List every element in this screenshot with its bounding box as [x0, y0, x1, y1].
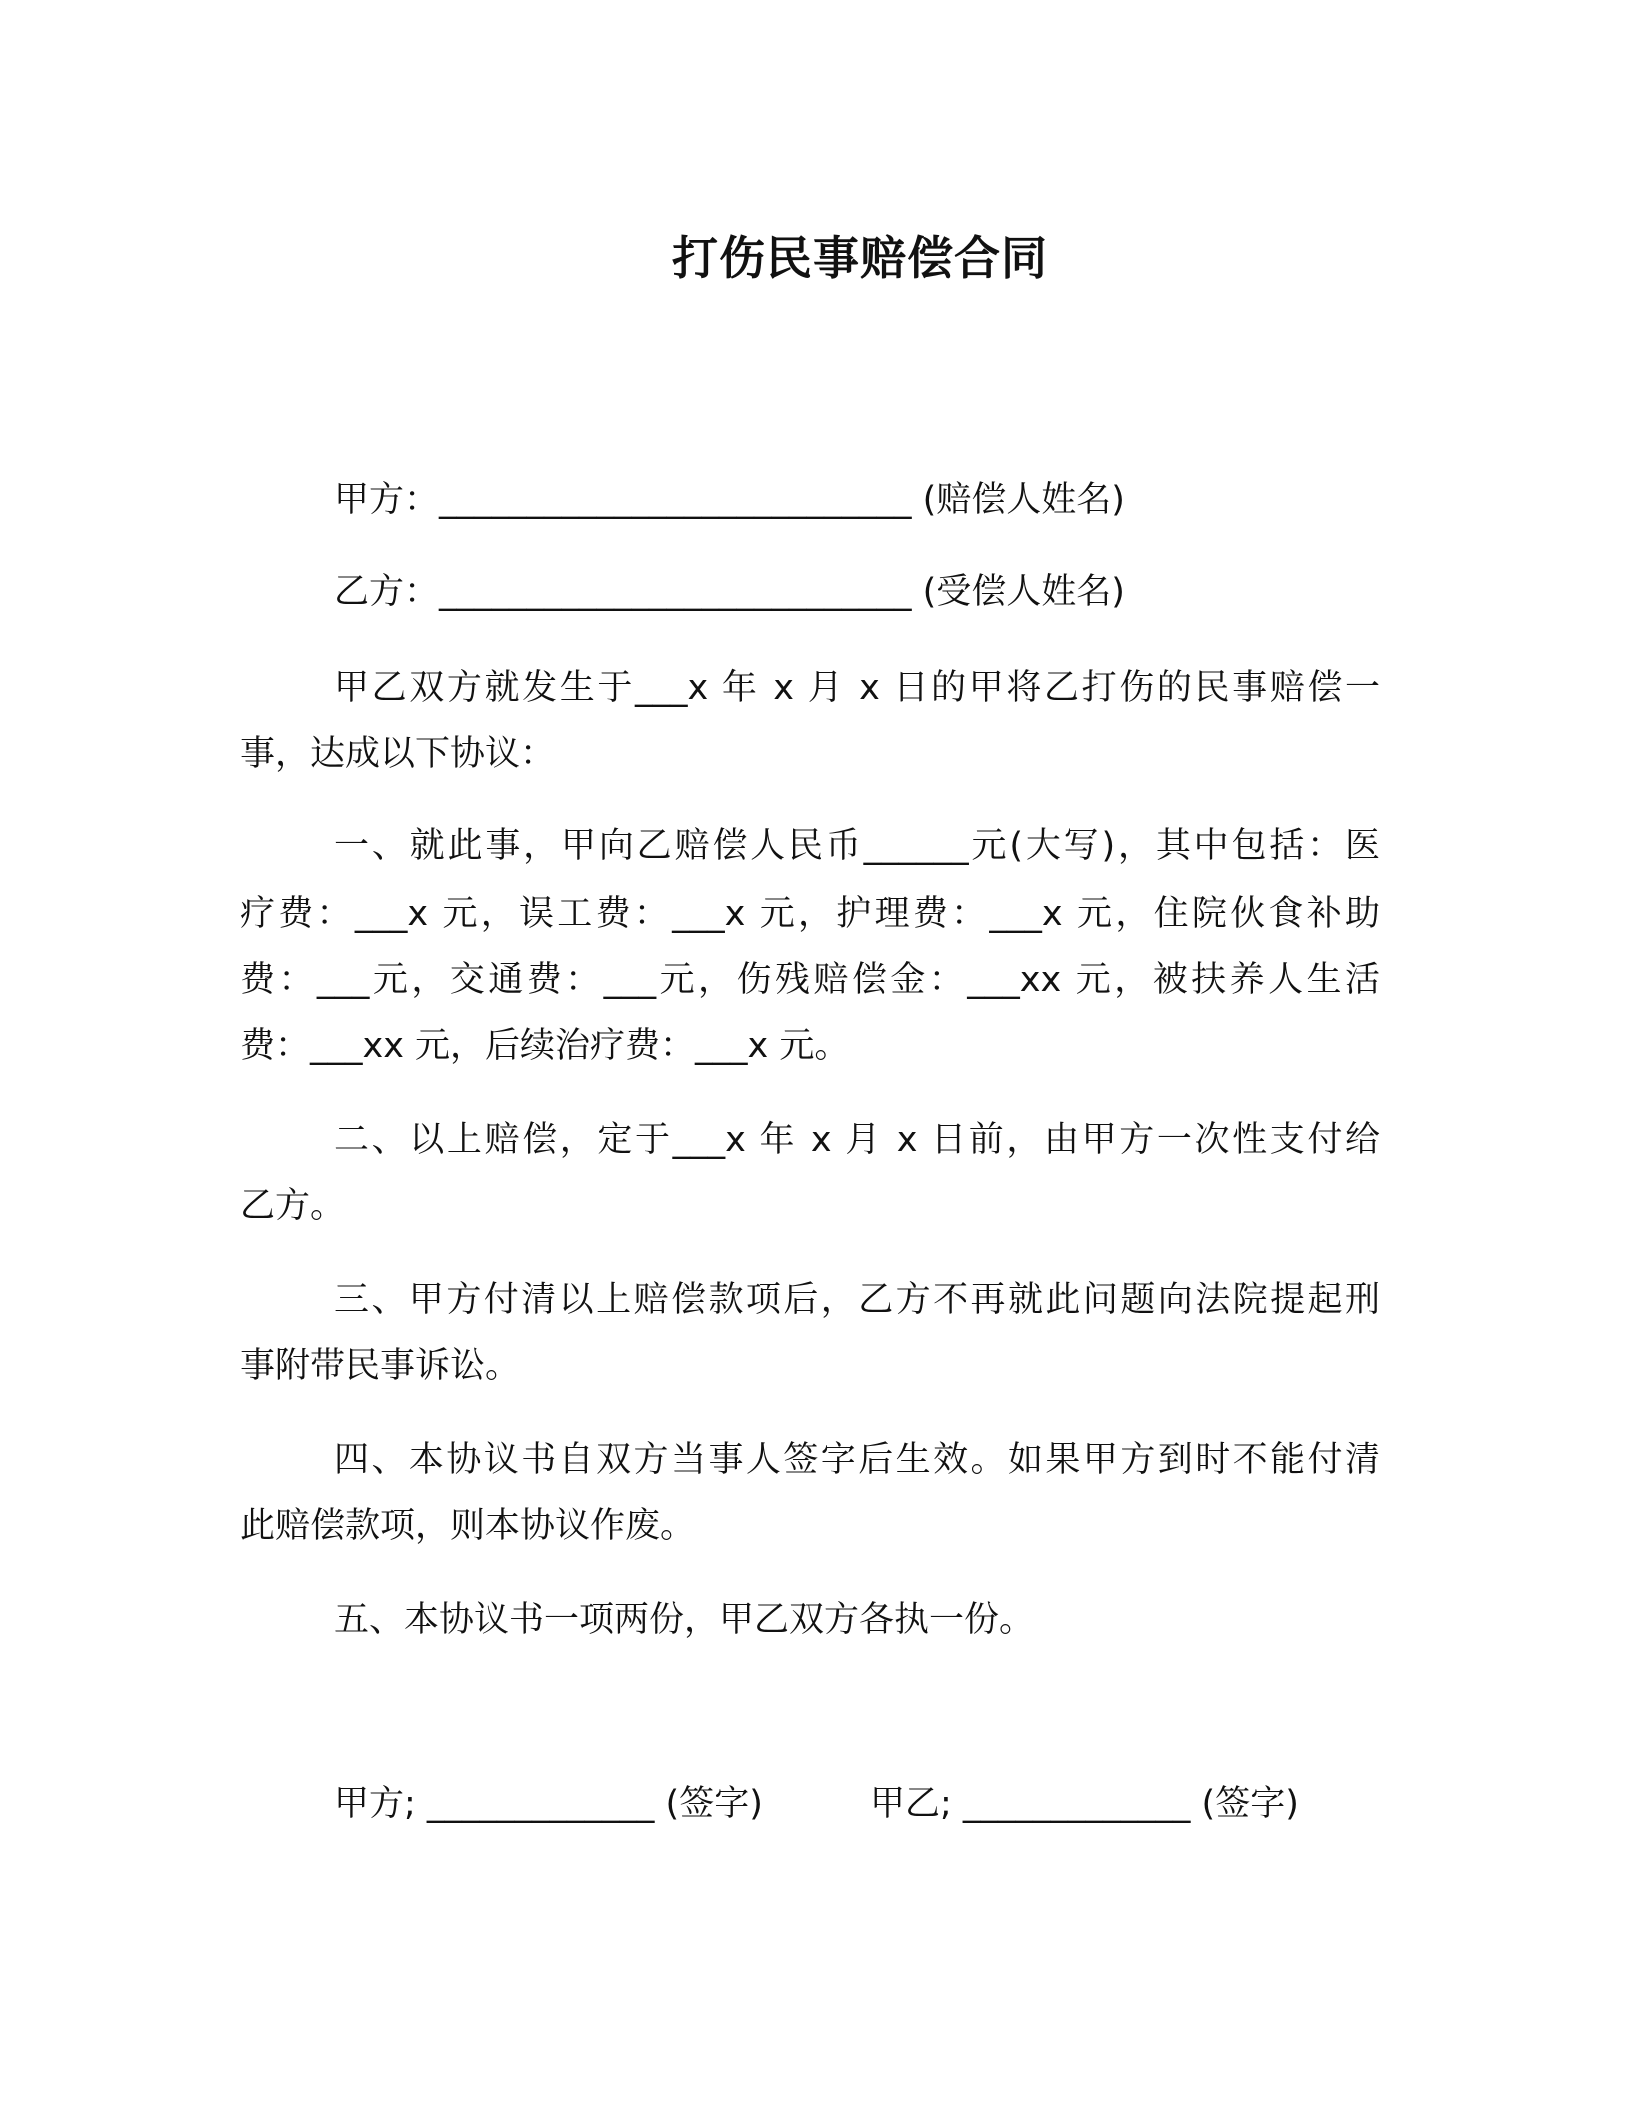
- intro-line-1: 甲乙双方就发生于___x 年 x 月 x 日的甲将乙打伤的民事赔偿一: [334, 668, 1380, 708]
- clause-1-line-3: 费：___元，交通费：___元，伤残赔偿金：___xx 元，被扶养人生活: [240, 960, 1380, 1000]
- signature-party-a: 甲方; _____________ (签字): [334, 1784, 763, 1824]
- clause-3-line-2: 事附带民事诉讼。: [240, 1346, 521, 1386]
- signature-party-b: 甲乙; _____________ (签字): [870, 1784, 1299, 1824]
- clause-1-line-4: 费：___xx 元，后续治疗费：___x 元。: [240, 1026, 850, 1066]
- party-b-line: 乙方：___________________________ (受偿人姓名): [334, 572, 1125, 612]
- clause-5-line-1: 五、本协议书一项两份，甲乙双方各执一份。: [334, 1600, 1035, 1640]
- intro-line-2: 事，达成以下协议：: [240, 734, 556, 774]
- document-title: 打伤民事赔偿合同: [672, 231, 1048, 285]
- clause-4-line-2: 此赔偿款项，则本协议作废。: [240, 1506, 696, 1546]
- clause-1-line-1: 一、就此事，甲向乙赔偿人民币______元(大写)，其中包括：医: [334, 826, 1380, 866]
- clause-2-line-1: 二、以上赔偿，定于___x 年 x 月 x 日前，由甲方一次性支付给: [334, 1120, 1380, 1160]
- clause-1-line-2: 疗费：___x 元，误工费：___x 元，护理费：___x 元，住院伙食补助: [240, 894, 1380, 934]
- party-a-line: 甲方：___________________________ (赔偿人姓名): [334, 480, 1125, 520]
- clause-2-line-2: 乙方。: [240, 1186, 346, 1226]
- clause-3-line-1: 三、甲方付清以上赔偿款项后，乙方不再就此问题向法院提起刑: [334, 1280, 1380, 1320]
- clause-4-line-1: 四、本协议书自双方当事人签字后生效。如果甲方到时不能付清: [334, 1440, 1380, 1480]
